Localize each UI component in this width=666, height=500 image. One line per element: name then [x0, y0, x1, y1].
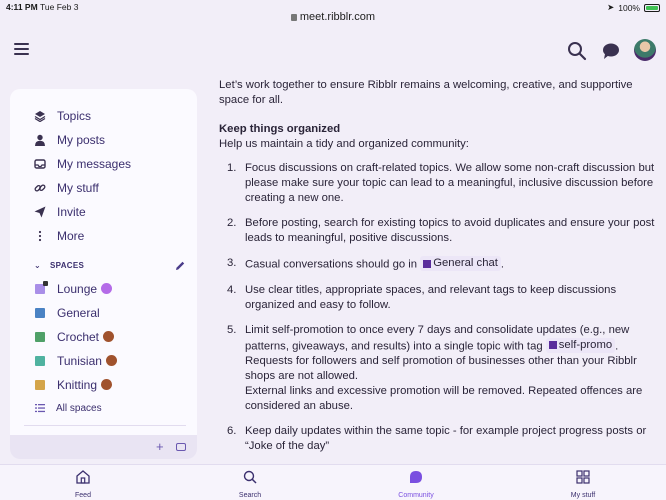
user-avatar[interactable] [634, 39, 656, 61]
sidebar-item-my-stuff[interactable] [10, 177, 197, 199]
layers-icon [34, 110, 46, 122]
paper-plane-icon [34, 206, 46, 218]
chat-icon[interactable] [176, 443, 186, 451]
space-item-general[interactable] [10, 302, 197, 324]
space-item-label: Lounge [57, 282, 112, 296]
url-bar[interactable] [0, 11, 666, 27]
nav-my-stuff[interactable]: My stuff [538, 465, 628, 500]
tag-color-icon [549, 341, 557, 349]
sidebar-item-my-posts[interactable] [10, 129, 197, 151]
space-item-label: Knitting [57, 378, 112, 392]
post-content [219, 78, 659, 478]
list-item: 5. Limit self-promotion to once every 7 days and consolidate updates (e.g., new patterns, giveaways, and results) into a single topic with tag self-promo . Requests for followers and self promotion of businesses other than your Ribblr shops are not allowed. External links and excessive promotion will be removed. Repeated offences are considered an abuse. [227, 323, 643, 412]
sidebar-item-topics[interactable] [10, 105, 197, 127]
spaces-heading[interactable] [34, 261, 84, 270]
lock-icon [43, 281, 48, 286]
purple-heart-icon [101, 283, 112, 294]
list-item: 4. Use clear titles, appropriate spaces, and relevant tags to keep discussions organized and easy to follow. [227, 283, 617, 311]
space-item-label: Tunisian [57, 354, 117, 368]
nav-search[interactable]: Search [205, 465, 295, 500]
space-item-label: Crochet [57, 330, 114, 344]
sidebar-item-label: My posts [57, 133, 106, 147]
list-item: 3. Casual conversations should go in General chat . [227, 257, 505, 271]
link-icon [34, 182, 46, 194]
sidebar-item-more[interactable] [10, 225, 197, 247]
general-chat-tag[interactable]: General chat [420, 256, 501, 271]
sidebar-item-label: My messages [57, 157, 132, 171]
location-icon: ➤ [607, 2, 615, 12]
home-icon [75, 469, 91, 485]
bottom-navigation [0, 464, 666, 500]
list-item: 2. Before posting, search for existing topics to avoid duplicates and ensure your post leads to meaningful, positive discussions. [227, 217, 655, 244]
hamburger-menu-icon[interactable] [14, 43, 29, 55]
section-intro: Help us maintain a tidy and organized community: [219, 138, 469, 150]
section-title: Keep things organized [219, 123, 341, 135]
person-icon [34, 134, 46, 146]
space-item-knitting[interactable] [10, 374, 197, 396]
list-icon [35, 403, 45, 413]
community-icon [408, 469, 424, 485]
space-color-swatch [35, 332, 45, 342]
channel-color-icon [423, 260, 431, 268]
self-promo-tag[interactable]: self-promo [546, 338, 615, 353]
rules-list [219, 161, 659, 454]
list-item: 6. Keep daily updates within the same topic - for example project progress posts or “Joke of the day” [227, 425, 647, 452]
sidebar-item-invite[interactable] [10, 201, 197, 223]
sidebar-footer [10, 435, 197, 459]
space-item-tunisian[interactable] [10, 350, 197, 372]
search-icon [242, 469, 258, 485]
grid-icon [575, 469, 591, 485]
space-color-swatch [35, 380, 45, 390]
all-spaces-link[interactable] [10, 397, 197, 419]
pencil-edit-icon[interactable] [174, 260, 186, 272]
sidebar-item-label: Invite [57, 205, 86, 219]
more-vertical-icon [34, 230, 46, 242]
url-text: meet.ribblr.com [299, 11, 376, 23]
space-item-lounge[interactable] [10, 278, 197, 300]
sidebar-item-my-messages[interactable] [10, 153, 197, 175]
status-time: 4:11 PM [6, 2, 38, 12]
sidebar [10, 89, 197, 459]
sidebar-item-label: More [57, 229, 85, 243]
space-item-label: General [57, 306, 100, 320]
inbox-icon [34, 158, 46, 170]
sidebar-item-label: Topics [57, 109, 92, 123]
search-icon[interactable] [566, 40, 588, 62]
battery-percent: 100% [618, 2, 640, 13]
space-color-swatch [35, 356, 45, 366]
intro-paragraph: Let’s work together to ensure Ribblr remains a welcoming, creative, and supportive space for all. [219, 79, 633, 106]
yarn-ball-icon [103, 331, 114, 342]
lock-icon [291, 14, 297, 21]
plus-icon[interactable]: + [156, 439, 164, 454]
sidebar-item-label: My stuff [57, 181, 99, 195]
list-item: 1. Focus discussions on craft-related topics. We allow some non-craft discussion but please make sure your topic can lead to a meaningful, inclusive discussion before creating a new one. [227, 162, 655, 204]
space-color-swatch [35, 308, 45, 318]
yarn-ball-icon [106, 355, 117, 366]
yarn-ball-icon [101, 379, 112, 390]
status-date: Tue Feb 3 [40, 2, 79, 12]
nav-feed[interactable]: Feed [38, 465, 128, 500]
all-spaces-label: All spaces [56, 402, 102, 414]
nav-community[interactable]: Community [371, 465, 461, 500]
space-item-crochet[interactable] [10, 326, 197, 348]
chevron-down-icon: ⌄ [34, 261, 42, 270]
spaces-heading-label: SPACES [50, 261, 85, 270]
app-header [0, 28, 666, 74]
divider [24, 425, 186, 426]
chat-bubble-icon[interactable] [600, 40, 622, 62]
